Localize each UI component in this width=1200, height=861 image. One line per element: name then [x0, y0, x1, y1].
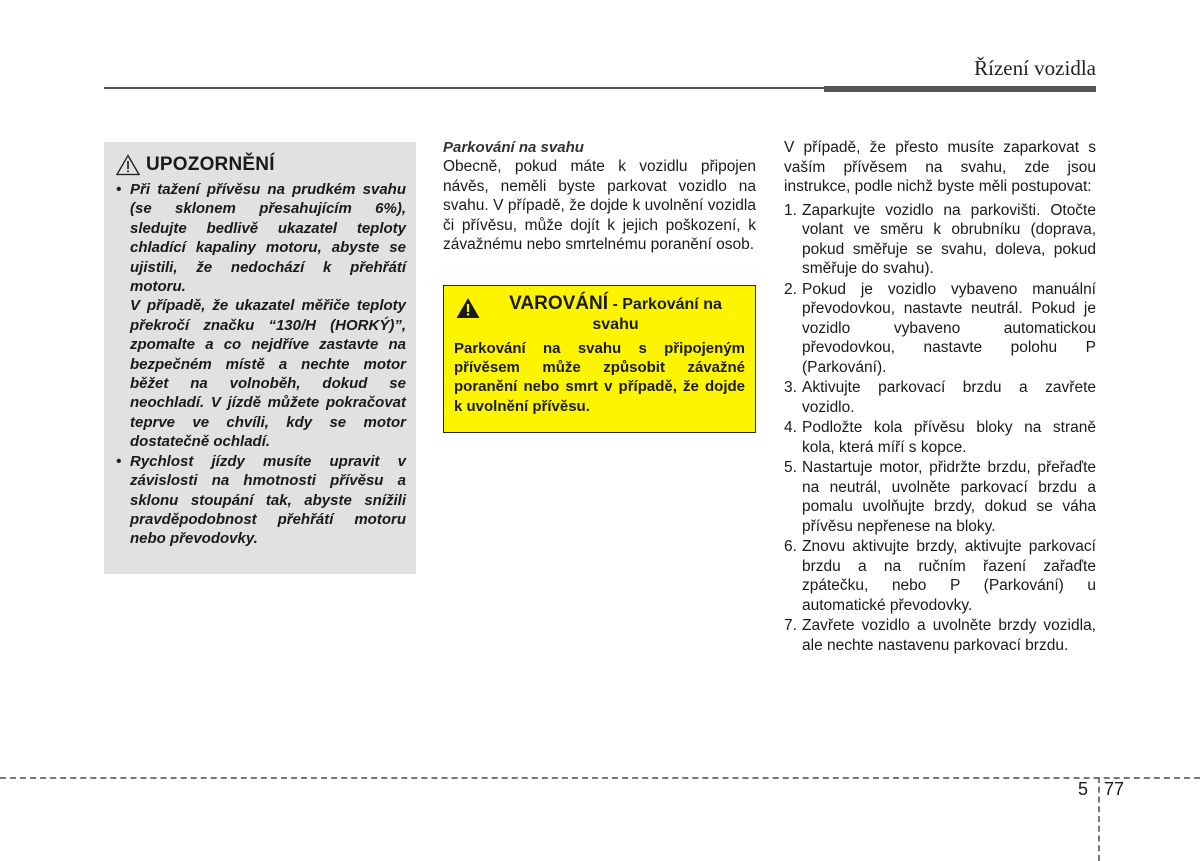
- step-text: Aktivujte parkovací brzdu a zavřete vozidlo.: [802, 379, 1096, 416]
- step-number: 4.: [784, 419, 797, 436]
- warning-subtitle: - Parkování na svahu: [592, 296, 722, 333]
- step-number: 3.: [784, 379, 797, 396]
- warning-title: [486, 294, 745, 335]
- step-number: 1.: [784, 201, 797, 219]
- step-text: Znovu aktivujte brzdy, aktivujte parkovací brzdu a na ručním řazení zařaďte zpátečku, nebo P (Parkování) u automatické převodovky.: [802, 538, 1096, 614]
- right-column: [784, 138, 1096, 656]
- step-number: 2.: [784, 280, 797, 298]
- list-item: [784, 201, 1096, 279]
- step-number: 7.: [784, 617, 797, 634]
- section-paragraph: Obecně, pokud máte k vozidlu připojen návěs, neměli byste parkovat vozidlo na svahu. V případě, že dojde k uvolnění vozidla či přívěsu, může dojít k jejich poškození, k závažnému nebo smrtelnému poranění osob.: [443, 158, 756, 253]
- list-item: [784, 280, 1096, 378]
- caution-title: UPOZORNĚNÍ: [146, 154, 275, 175]
- step-number: 5.: [784, 459, 797, 476]
- chapter-number: 5: [1078, 779, 1089, 799]
- section-subheading: Parkování na svahu: [443, 139, 584, 156]
- step-text: Podložte kola přívěsu bloky na straně kola, která míří s kopce.: [802, 419, 1096, 456]
- list-item: [784, 418, 1096, 457]
- footer-divider: [1098, 777, 1100, 861]
- caution-paragraph: Rychlost jízdy musíte upravit v závislosti na hmotnosti přívěsu a sklonu stoupání tak, abyste snížili pravděpodobnost přehřátí motoru nebo převodovky.: [130, 452, 406, 548]
- step-text: Pokud je vozidlo vybaveno manuální převodovkou, nastavte neutrál. Pokud je vozidlo vybaveno automatickou převodovkou, nastavte polohu P (Parkování).: [802, 280, 1096, 376]
- footer-rule: [0, 777, 1200, 779]
- list-item: [784, 458, 1096, 536]
- warning-box: [443, 285, 756, 433]
- caution-item: [116, 180, 406, 452]
- caution-box: [104, 142, 416, 574]
- middle-column: [443, 138, 756, 255]
- warning-word: VAROVÁNÍ: [509, 293, 609, 314]
- chapter-title: Řízení vozidla: [974, 56, 1096, 80]
- caution-item: [116, 452, 406, 549]
- list-item: [784, 537, 1096, 615]
- caution-paragraph: V případě, že ukazatel měřiče teploty překročí značku “130/H (HORKÝ)”, zpomalte a co nejdříve zastavte na bezpečném místě a nechte motor běžet na volnoběh, dokud se neochladí. V jízdě můžete pokračovat teprve ve chvíli, kdy se motor dostatečně ochladí.: [130, 297, 406, 451]
- step-text: Nastartuje motor, přidržte brzdu, přeřaďte na neutrál, uvolněte parkovací brzdu a pomalu uvolňujte brzdy, dokud se váha přívěsu nepřenese na bloky.: [802, 459, 1096, 535]
- warning-header: [456, 294, 745, 335]
- caution-paragraph: Při tažení přívěsu na prudkém svahu (se sklonem přesahujícím 6%), sledujte bedlivě ukazatel teploty chladící kapaliny motoru, abyste se ujistili, že nedochází k přehřátí motoru.: [130, 181, 406, 296]
- caution-list: [116, 180, 406, 549]
- caution-header: [116, 154, 406, 176]
- instructions-list: [784, 201, 1096, 656]
- step-text: Zavřete vozidlo a uvolněte brzdy vozidla, ale nechte nastavenu parkovací brzdu.: [802, 617, 1096, 654]
- bullet-icon: •: [116, 181, 122, 198]
- list-item: [784, 378, 1096, 417]
- step-number: 6.: [784, 538, 797, 555]
- warning-text: Parkování na svahu s připojeným přívěsem může způsobit závažné poranění nebo smrt v případě, že dojde k uvolnění přívěsu.: [454, 340, 745, 415]
- bullet-icon: •: [116, 452, 122, 470]
- warning-triangle-icon: [456, 297, 480, 319]
- instructions-intro: V případě, že přesto musíte zaparkovat s vaším přívěsem na svahu, zde jsou instrukce, podle nichž byste měli postupovat:: [784, 139, 1096, 195]
- list-item: [784, 616, 1096, 655]
- step-text: Zaparkujte vozidlo na parkovišti. Otočte volant ve směru k obrubníku (doprava, pokud směřuje se svahu, doleva, pokud směřuje do svahu).: [802, 201, 1096, 277]
- header-rule-accent: [824, 86, 1096, 92]
- page-number: 77: [1104, 779, 1125, 799]
- caution-triangle-icon: [116, 154, 140, 176]
